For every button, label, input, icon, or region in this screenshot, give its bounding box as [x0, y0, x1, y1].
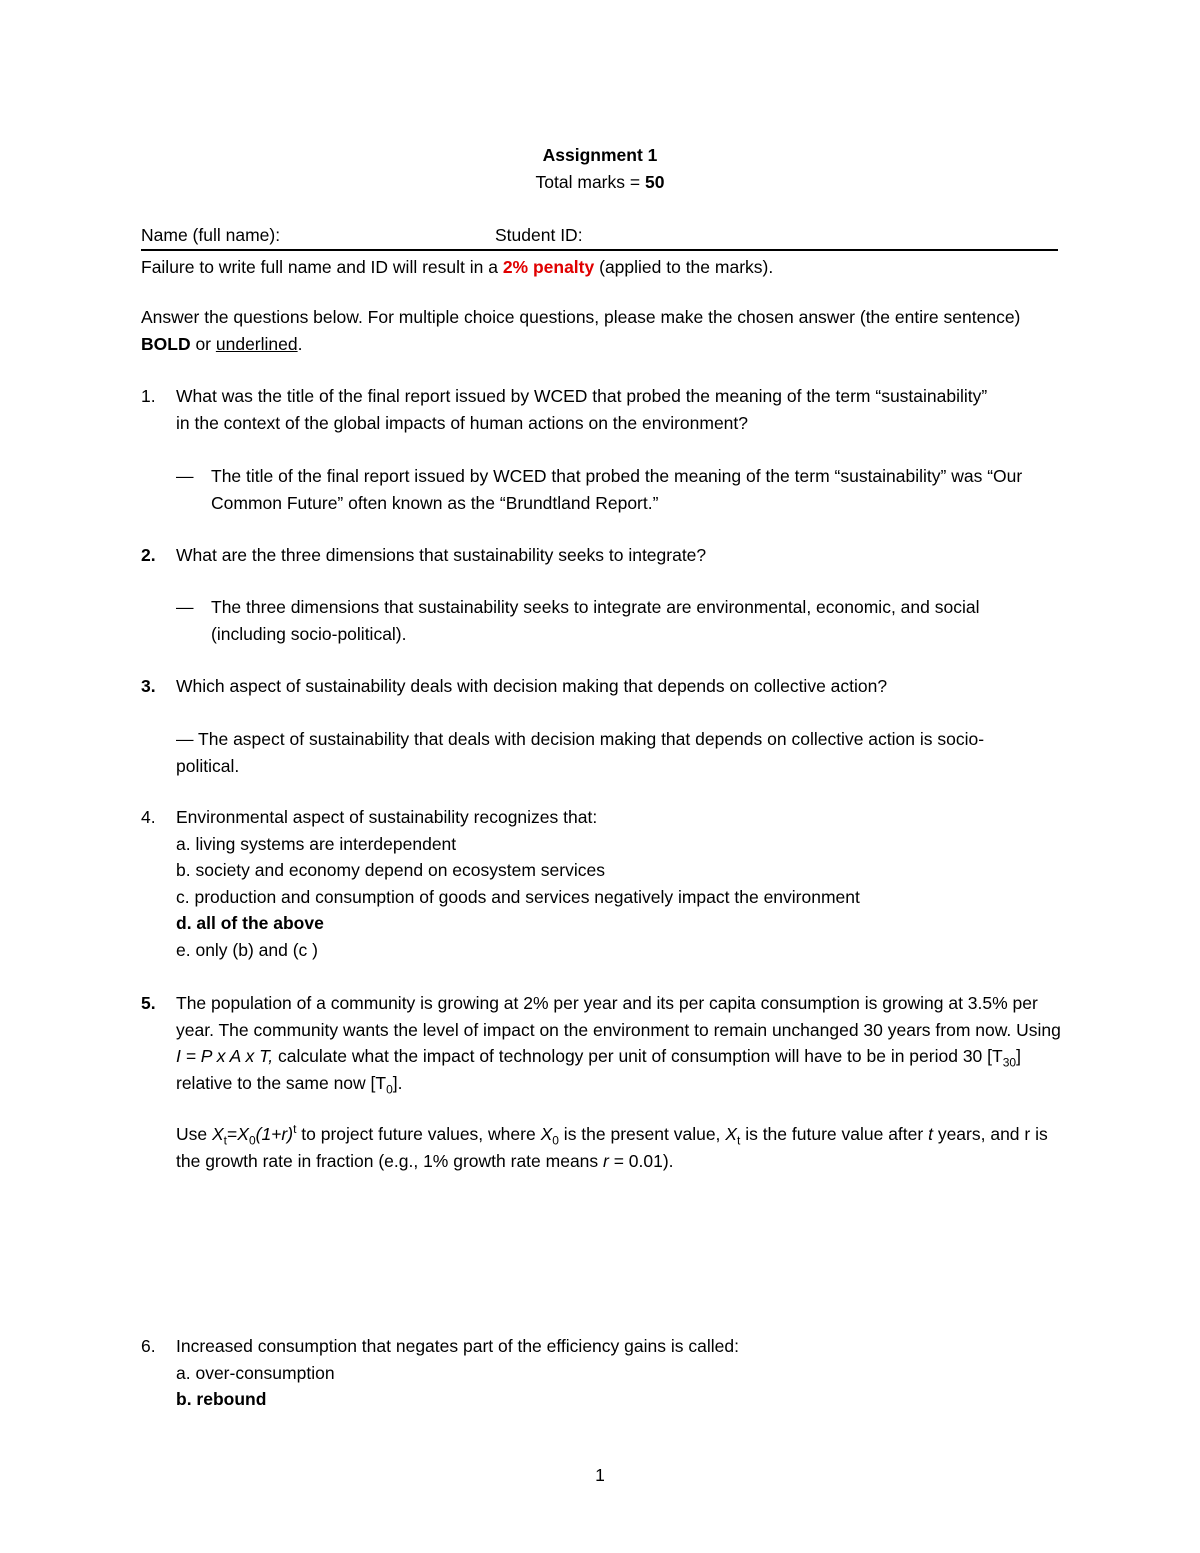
option-b: b. society and economy depend on ecosystem services [176, 860, 605, 880]
student-id-label: Student ID: [495, 225, 583, 245]
answer-2-text: The three dimensions that sustainability seeks to integrate are environmental, economic, and social (including socio-political). [211, 597, 980, 644]
penalty-highlight: 2% penalty [502, 257, 595, 277]
answer-1-text: The title of the final report issued by WCED that probed the meaning of the term “sustainability” was “Our Common Future” often known as the “Brundtland Report.” [211, 466, 1023, 513]
option-e: e. only (b) and (c ) [176, 939, 318, 960]
option-c: c. production and consumption of goods and services negatively impact the environment [176, 886, 860, 907]
question-4-stem: Environmental aspect of sustainability recognizes that: [176, 807, 598, 827]
option-d-selected: d. all of the above [176, 913, 324, 933]
underlined-word: underlined [215, 333, 298, 354]
question-5-text: The population of a community is growing at 2% per year and its per capita consumption is growing at 3.5% per year. The community wants the level of impact on the environment to remain unchanged 30 years from now. Using I = P x A x T, calculate what the impact of technology per unit of consumption will have to be in period 30 $[T_{30}]$ relative to the same now $[T_0]$. [176, 993, 1061, 1096]
option-b-selected: b. rebound [176, 1389, 267, 1409]
question-4-number: 4. [141, 807, 156, 827]
option-a: a. living systems are interdependent [176, 833, 457, 854]
question-6-stem: Increased consumption that negates part of the efficiency gains is called: [176, 1336, 739, 1356]
question-3-text: Which aspect of sustainability deals with decision making that depends on collective action? [176, 676, 888, 696]
page-title: Assignment 1 [542, 145, 658, 165]
option-a: a. over-consumption [176, 1362, 335, 1383]
question-5-growth-formula: Use $X_t=X_0(1+r)^t$ to project future values, where $X_0$ is the present value, $X_t$ is the future value after t years, and r is the growth rate in fraction (e.g., 1% growth rate means r = 0.01). [176, 1122, 1048, 1171]
instructions: Answer the questions below. For multiple choice questions, please make the chosen answer (the entire sentence) BOLD or underlined. [141, 307, 1021, 354]
question-1-number: 1. [141, 386, 156, 406]
answer-3-text: — The aspect of sustainability that deals with decision making that depends on collective action is socio-political. [176, 729, 985, 776]
question-5-number: 5. [141, 993, 156, 1013]
total-marks [0, 169, 1200, 196]
question-4-text [176, 804, 1066, 963]
penalty-notice: Failure to write full name and ID will result in a 2% penalty (applied to the marks). [141, 257, 774, 277]
question-6-number: 6. [141, 1336, 156, 1356]
question-6-text [176, 1333, 1066, 1413]
answer-1-dash: — [176, 466, 194, 486]
question-2-text: What are the three dimensions that sustainability seeks to integrate? [176, 545, 707, 565]
name-label: Name (full name): [141, 225, 281, 245]
question-1-text: What was the title of the final report issued by WCED that probed the meaning of the term “sustainability” in the context of the global impacts of human actions on the environment? [176, 386, 988, 433]
question-2-number: 2. [141, 545, 156, 565]
ipat-formula: I = P x A x T, [176, 1046, 274, 1066]
total-marks-value: 50 [644, 172, 665, 192]
total-marks-label: Total marks = [535, 172, 645, 192]
page-number: 1 [595, 1465, 605, 1485]
question-3-number: 3. [141, 676, 156, 696]
bold-word: BOLD [141, 333, 191, 354]
answer-2-dash: — [176, 597, 194, 617]
name-id-divider [141, 249, 1058, 251]
